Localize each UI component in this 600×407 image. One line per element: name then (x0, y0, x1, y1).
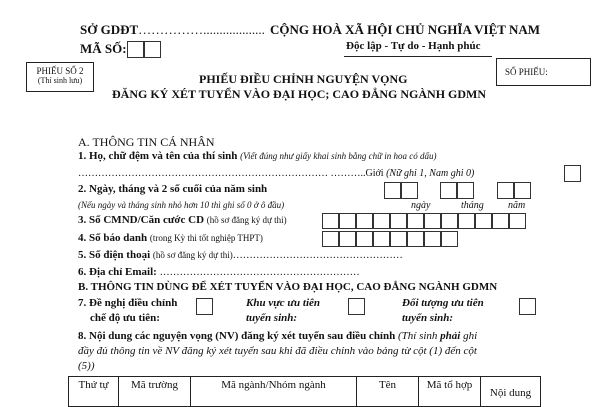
kv-box[interactable] (348, 298, 365, 315)
field-4-row: 4. Số báo danh (trong Kỳ thi tốt nghiệp THPT) (78, 232, 263, 244)
dob-year-box-2[interactable] (514, 182, 531, 199)
nv-table (68, 376, 541, 407)
cmnd-box-7[interactable] (424, 213, 441, 229)
kv-label-a: Khu vực ưu tiên (246, 297, 320, 309)
phieu-so-box (26, 62, 94, 92)
form-title-line1: PHIẾU ĐIỀU CHỈNH NGUYỆN VỌNG (199, 72, 408, 86)
field-5-row[interactable]: 5. Số điện thoại (hồ sơ đăng ký dự thi)…………………………………………… (78, 249, 403, 261)
field-6-row[interactable]: 6. Địa chỉ Email: …………………………………………………… (78, 266, 360, 278)
field-7-label-b: chế độ ưu tiên: (90, 312, 160, 324)
field-2-note: (Nếu ngày và tháng sinh nhỏ hơn 10 thì ghi số 0 ở ô đầu) (78, 200, 285, 210)
col-thu-tu: Thứ tự (69, 377, 119, 407)
cmnd-box-12[interactable] (509, 213, 526, 229)
dob-month-box-1[interactable] (440, 182, 457, 199)
sbd-box-3[interactable] (356, 231, 373, 247)
sbd-box-6[interactable] (407, 231, 424, 247)
ma-so-box-1[interactable] (127, 41, 144, 58)
col-ten: Tên (357, 377, 419, 407)
col-ma-to-hop: Mã tổ hợp (419, 377, 481, 407)
sbd-box-5[interactable] (390, 231, 407, 247)
col-ma-truong: Mã trường (119, 377, 191, 407)
cmnd-box-3[interactable] (356, 213, 373, 229)
motto-underline (344, 56, 492, 57)
phieu-so-line1: PHIẾU SỐ 2 (36, 66, 84, 76)
field-2-label: 2. Ngày, tháng và 2 số cuối của năm sinh (78, 183, 268, 195)
ma-so-box-2[interactable] (144, 41, 161, 58)
phieu-so-line2: (Thí sinh lưu) (37, 76, 83, 85)
field-3-row: 3. Số CMND/Căn cước CD (hồ sơ đăng ký dự thi) (78, 214, 287, 226)
sbd-box-1[interactable] (322, 231, 339, 247)
thang-label: tháng (461, 200, 484, 211)
form-title-line2: ĐĂNG KÝ XÉT TUYỂN VÀO ĐẠI HỌC; CAO ĐẲNG NGÀNH GDMN (112, 87, 487, 101)
cmnd-box-1[interactable] (322, 213, 339, 229)
kv-label-b: tuyển sinh: (246, 312, 298, 324)
nam-label: năm (508, 200, 526, 211)
republic-title: CỘNG HOÀ XÃ HỘI CHỦ NGHĨA VIỆT NAM (270, 22, 541, 37)
col-ma-nganh: Mã ngành/Nhóm ngành (191, 377, 357, 407)
cmnd-box-10[interactable] (475, 213, 492, 229)
cmnd-box-11[interactable] (492, 213, 509, 229)
cmnd-box-2[interactable] (339, 213, 356, 229)
sbd-box-2[interactable] (339, 231, 356, 247)
so-phieu-box[interactable] (496, 58, 591, 86)
dt-label-b: tuyển sinh: (402, 312, 454, 324)
dt-box[interactable] (519, 298, 536, 315)
cmnd-box-9[interactable] (458, 213, 475, 229)
motto: Độc lập - Tự do - Hạnh phúc (346, 40, 481, 52)
cmnd-box-8[interactable] (441, 213, 458, 229)
field-7-label-a: 7. Đề nghị điều chỉnh (78, 297, 178, 309)
field-8-line2: đầy đủ thông tin về NV đăng ký xét tuyển sau khi đã điều chỉnh vào bảng từ cột (1) đến cột (78, 345, 477, 357)
nv-table-header-row (69, 377, 541, 407)
dob-day-box-1[interactable] (384, 182, 401, 199)
gioi-box[interactable] (564, 165, 581, 182)
f7-box[interactable] (196, 298, 213, 315)
section-b-heading: B. THÔNG TIN DÙNG ĐỂ XÉT TUYỂN VÀO ĐẠI HỌC, CAO ĐẲNG NGÀNH GDMN (78, 281, 498, 293)
dt-label-a: Đối tượng ưu tiên (402, 297, 484, 309)
section-a-heading: A. THÔNG TIN CÁ NHÂN (78, 135, 215, 149)
so-gddt-label: SỞ GDĐT……………................... (80, 22, 265, 37)
sbd-box-7[interactable] (424, 231, 441, 247)
col-noi-dung: Nội dung (481, 377, 541, 407)
field-1-row: 1. Họ, chữ đệm và tên của thí sinh (Viết đúng như giấy khai sinh bằng chữ in hoa có dấu) (78, 150, 437, 162)
cmnd-box-4[interactable] (373, 213, 390, 229)
sbd-box-8[interactable] (441, 231, 458, 247)
field-8-line3: (5)) (78, 360, 95, 372)
ma-so-label: MÃ SỐ: (80, 41, 127, 56)
cmnd-box-6[interactable] (407, 213, 424, 229)
sbd-box-4[interactable] (373, 231, 390, 247)
field-1-dots[interactable]: ………………………………………………………………… ………..Giới (Nữ ghi 1, Nam ghi 0) (78, 168, 475, 179)
so-phieu-label: SỐ PHIẾU: (505, 67, 548, 77)
dob-year-box-1[interactable] (497, 182, 514, 199)
dob-day-box-2[interactable] (401, 182, 418, 199)
cmnd-box-5[interactable] (390, 213, 407, 229)
field-8-line1: 8. Nội dung các nguyện vọng (NV) đăng ký xét tuyển sau điều chỉnh (Thí sinh phải ghi (78, 330, 478, 342)
dob-month-box-2[interactable] (457, 182, 474, 199)
ngay-label: ngày (411, 200, 431, 211)
